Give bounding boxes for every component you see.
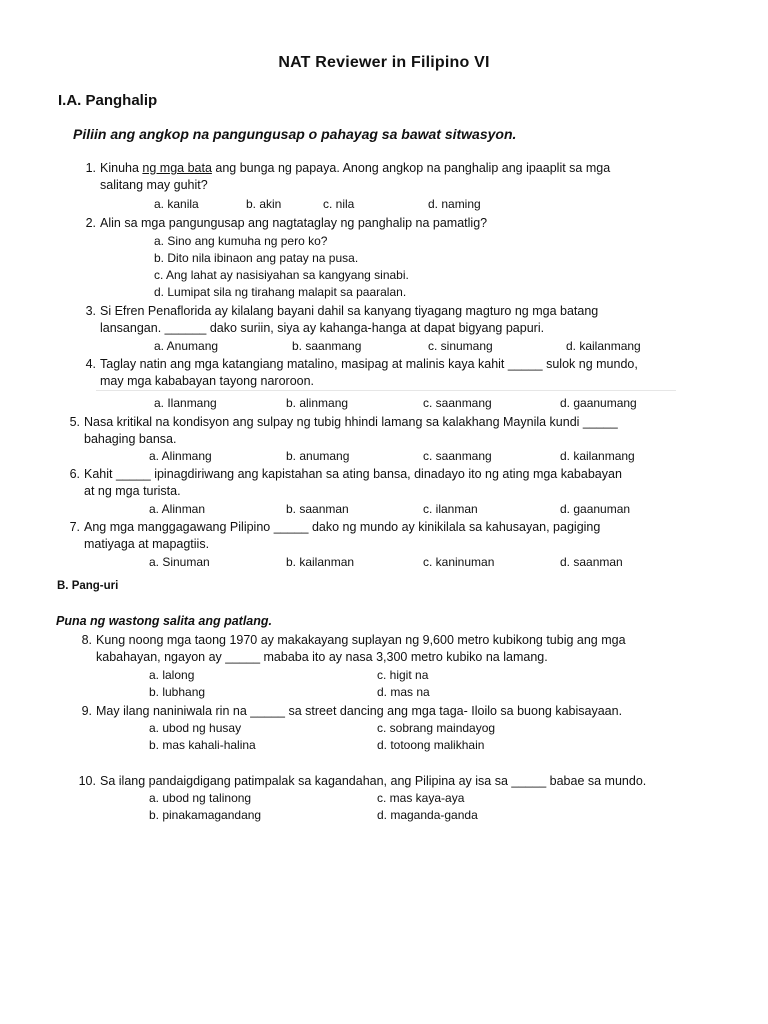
q9-option-c: c. sobrang maindayog <box>377 721 496 735</box>
q2-option-a: a. Sino ang kumuha ng pero ko? <box>154 234 328 248</box>
q3-option-a: a. Anumang <box>154 339 219 353</box>
question-8 <box>70 632 680 668</box>
q10-option-b: b. pinakamagandang <box>149 808 262 822</box>
q1-option-c: c. nila <box>323 197 355 211</box>
section-b-heading: B. Pang-uri <box>57 580 119 592</box>
question-text-pre: Kinuha <box>100 161 143 175</box>
q4-option-d: d. gaanumang <box>560 396 637 410</box>
q5-option-a: a. Alinmang <box>149 449 212 463</box>
question-5 <box>58 414 678 450</box>
question-text <box>84 466 644 500</box>
question-text <box>84 414 644 448</box>
question-text: Sa ilang pandaigdigang patimpalak sa kagandahan, ang Pilipina ay isa sa _____ babae sa mundo. <box>100 774 647 788</box>
question-text: Alin sa mga pangungusap ang nagtataglay ng panghalip na pamatlig? <box>100 216 488 230</box>
question-number: 7. <box>69 520 80 534</box>
q2-option-c: c. Ang lahat ay nasisiyahan sa kangyang sinabi. <box>154 268 409 282</box>
question-number: 4. <box>85 357 96 371</box>
question-text: May ilang naniniwala rin na _____ sa street dancing ang mga taga- Iloilo sa buong kabisayaan. <box>96 704 623 718</box>
question-text-line2: may mga kababayan tayong naroroon. <box>100 374 315 388</box>
q4-option-b: b. alinmang <box>286 396 349 410</box>
q9-option-a: a. ubod ng husay <box>149 721 242 735</box>
question-text <box>96 632 656 666</box>
q1-option-a: a. kanila <box>154 197 199 211</box>
question-text-post: ang bunga ng papaya. Anong angkop na panghalip ang ipaaplit sa mga <box>211 161 611 175</box>
section-a-heading: I.A. Panghalip <box>58 92 158 109</box>
underlined-phrase: ng mga bata <box>142 161 212 175</box>
question-1 <box>74 160 674 196</box>
q7-option-b: b. kailanman <box>286 555 355 569</box>
question-text <box>100 356 660 390</box>
question-number: 3. <box>85 304 96 318</box>
q1-option-b: b. akin <box>246 197 282 211</box>
q7-option-c: c. kaninuman <box>423 555 495 569</box>
q10-option-d: d. maganda-ganda <box>377 808 478 822</box>
q6-option-b: b. saanman <box>286 502 349 516</box>
question-6 <box>58 466 678 502</box>
question-3 <box>74 303 674 339</box>
q10-option-a: a. ubod ng talinong <box>149 791 252 805</box>
q3-option-c: c. sinumang <box>428 339 493 353</box>
q4-option-c: c. saanmang <box>423 396 492 410</box>
section-b-instruction: Puna ng wastong salita ang patlang. <box>56 614 272 628</box>
q8-option-c: c. higit na <box>377 668 429 682</box>
q8-option-d: d. mas na <box>377 685 430 699</box>
q5-option-d: d. kailanmang <box>560 449 635 463</box>
q6-option-d: d. gaanuman <box>560 502 631 516</box>
q7-option-d: d. saanman <box>560 555 623 569</box>
q6-option-c: c. ilanman <box>423 502 478 516</box>
question-7 <box>58 519 678 555</box>
question-text-line1: Taglay natin ang mga katangiang matalino, masipag at malinis kaya kahit _____ sulok ng mundo, <box>100 357 638 371</box>
page-title: NAT Reviewer in Filipino VI <box>278 54 490 71</box>
question-text-line2: kabahayan, ngayon ay _____ mababa ito ay nasa 3,300 metro kubiko na lamang. <box>96 650 548 664</box>
q7-option-a: a. Sinuman <box>149 555 210 569</box>
question-10 <box>74 773 684 791</box>
q10-option-c: c. mas kaya-aya <box>377 791 465 805</box>
scan-seam-divider <box>96 390 676 391</box>
question-text <box>84 519 644 553</box>
section-a-instruction: Piliin ang angkop na pangungusap o pahayag sa bawat sitwasyon. <box>73 126 517 142</box>
q8-option-a: a. lalong <box>149 668 195 682</box>
question-text-line1: Si Efren Penaflorida ay kilalang bayani dahil sa kanyang tiyagang magturo ng mga batang <box>100 304 599 318</box>
question-text-line2: at ng mga turista. <box>84 484 181 498</box>
question-text-line1: Kung noong mga taong 1970 ay makakayang suplayan ng 9,600 metro kubikong tubig ang mga <box>96 633 626 647</box>
question-text-line1: Nasa kritikal na kondisyon ang sulpay ng tubig hhindi lamang sa kalakhang Maynila kundi _____ <box>84 415 618 429</box>
q9-option-b: b. mas kahali-halina <box>149 738 256 752</box>
q6-option-a: a. Alinman <box>149 502 206 516</box>
question-text-line2: lansangan. ______ dako suriin, siya ay kahanga-hanga at dapat bigyang papuri. <box>100 321 545 335</box>
question-text-line2: salitang may guhit? <box>100 178 208 192</box>
question-text-line2: bahaging bansa. <box>84 432 177 446</box>
question-number: 6. <box>69 467 80 481</box>
question-text-line1: Kahit _____ ipinagdiriwang ang kapistahan sa ating bansa, dinadayo ito ng ating mga kababayan <box>84 467 622 481</box>
question-number: 1. <box>85 161 96 175</box>
q9-option-d: d. totoong malikhain <box>377 738 485 752</box>
question-9 <box>70 703 680 721</box>
question-number: 5. <box>69 415 80 429</box>
q5-option-b: b. anumang <box>286 449 350 463</box>
q2-option-d: d. Lumipat sila ng tirahang malapit sa paaralan. <box>154 285 407 299</box>
q5-option-c: c. saanmang <box>423 449 492 463</box>
question-number: 10. <box>78 774 96 788</box>
q8-option-b: b. lubhang <box>149 685 206 699</box>
question-2 <box>74 215 674 233</box>
q2-option-b: b. Dito nila ibinaon ang patay na pusa. <box>154 251 359 265</box>
q1-option-d: d. naming <box>428 197 481 211</box>
question-text-line1: Ang mga manggagawang Pilipino _____ dako ng mundo ay kinikilala sa kahusayan, pagiging <box>84 520 601 534</box>
question-4 <box>74 356 674 392</box>
question-number: 9. <box>81 704 92 718</box>
question-number: 8. <box>81 633 92 647</box>
question-text <box>100 160 660 194</box>
question-number: 2. <box>85 216 96 230</box>
q3-option-d: d. kailanmang <box>566 339 641 353</box>
question-text-line2: matiyaga at mapagtiis. <box>84 537 210 551</box>
q3-option-b: b. saanmang <box>292 339 362 353</box>
question-text <box>100 303 660 337</box>
q4-option-a: a. Ilanmang <box>154 396 217 410</box>
